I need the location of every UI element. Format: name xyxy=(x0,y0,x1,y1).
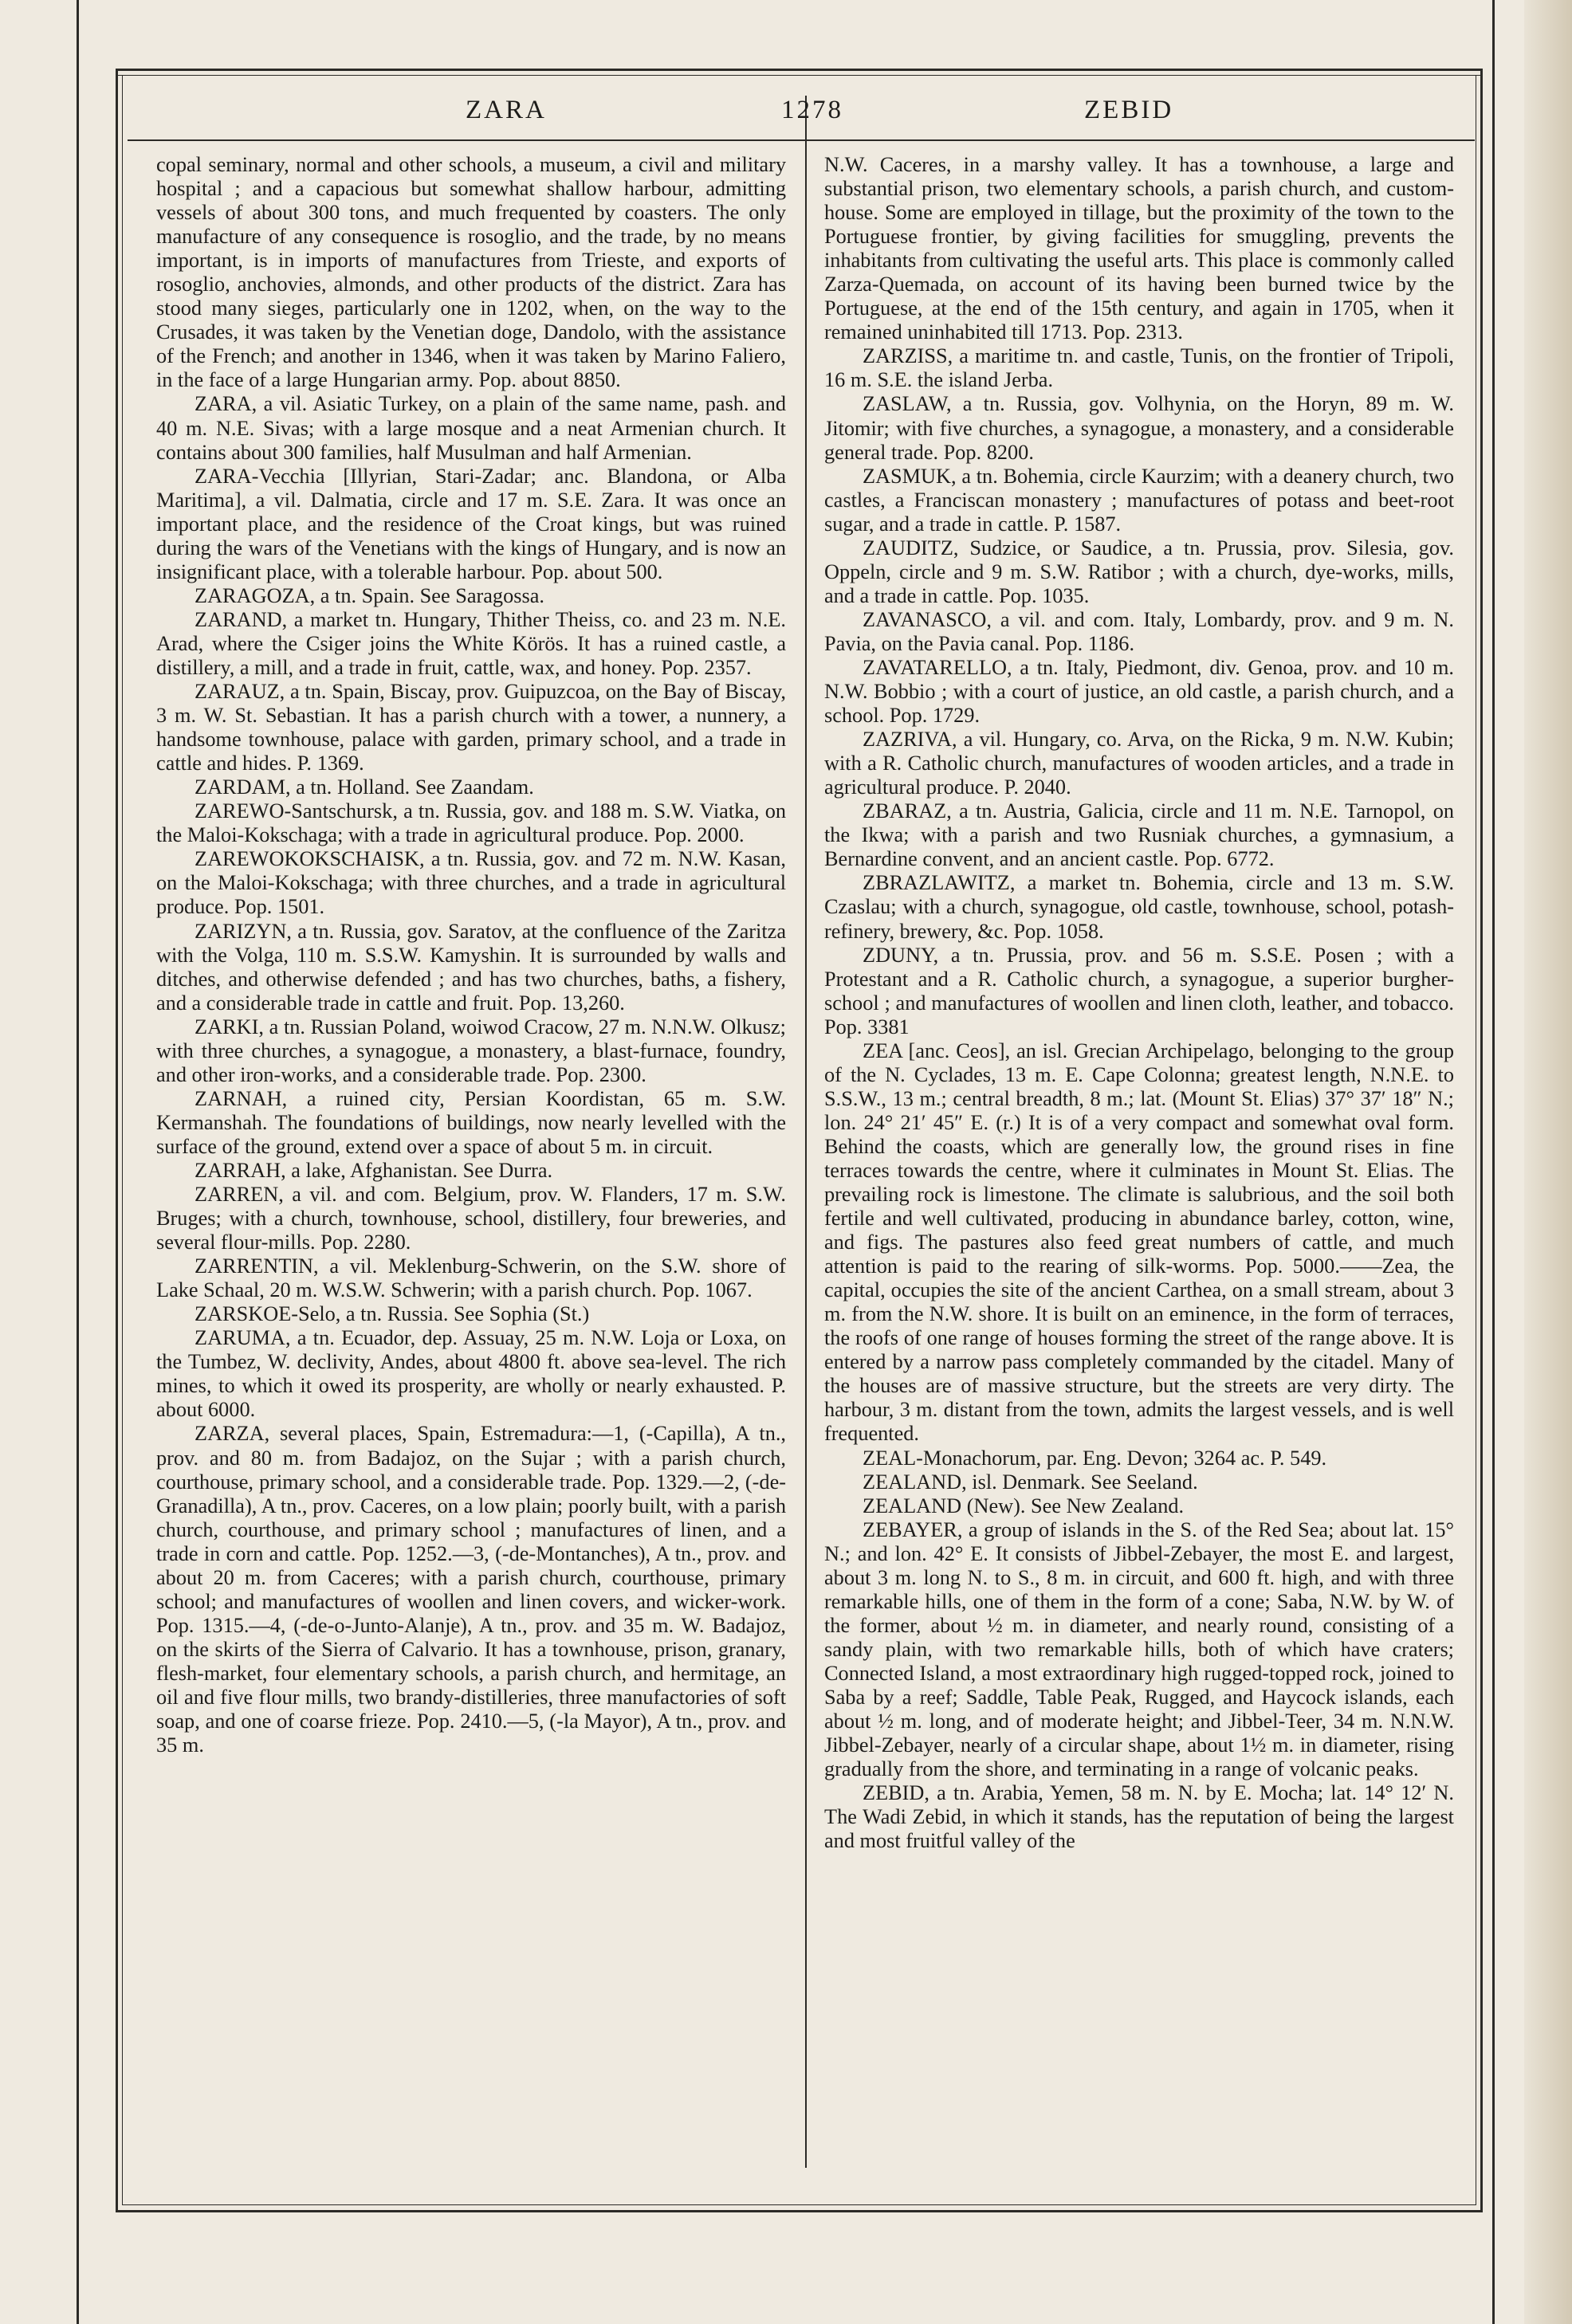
gazetteer-entry: ZARSKOE-Selo, a tn. Russia. See Sophia (St.) xyxy=(195,1302,590,1326)
gazetteer-entry: ZARAUZ, a tn. Spain, Biscay, prov. Guipuzcoa, on the Bay of Biscay, 3 m. W. St. Sebastian. It has a parish church with a tower, a nunnery, a handsome townhouse, palace with garden, primary school, and a trade in cattle and hides. P. 1369. xyxy=(156,680,786,775)
continued-text: copal seminary, normal and other schools, a museum, a civil and military hospital ; and a capacious but somewhat shallow harbour, admitting vessels of about 300 tons, and much frequented by coasters. The only manufacture of any consequence is rosoglio, and the trade, by no means important, is in imports of manufactures from Trieste, and exports of rosoglio, anchovies, almonds, and other products of the district. Zara has stood many sieges, particularly one in 1202, when, on the way to the Crusades, it was taken by the Venetian doge, Dandolo, with the assistance of the French; and another in 1346, when it was taken by Marino Faliero, in the face of a large Hungarian army. Pop. about 8850. xyxy=(156,153,786,392)
gazetteer-entry: ZASLAW, a tn. Russia, gov. Volhynia, on the Horyn, 89 m. W. Jitomir; with five churches, a synagogue, a monastery, and a considerable general trade. Pop. 8200. xyxy=(824,392,1454,464)
gazetteer-entry: ZBARAZ, a tn. Austria, Galicia, circle and 11 m. N.E. Tarnopol, on the Ikwa; with a parish and two Rusniak churches, a gymnasium, a Bernardine convent, and an ancient castle. Pop. 6772. xyxy=(824,799,1454,871)
header-rule xyxy=(128,139,1475,141)
gazetteer-entry: ZARRENTIN, a vil. Meklenburg-Schwerin, on the S.W. shore of Lake Schaal, 20 m. W.S.W. Schwerin; with a parish church. Pop. 1067. xyxy=(156,1254,786,1302)
left-column xyxy=(156,153,786,2153)
frame-top-rule-inner xyxy=(116,75,1483,76)
gazetteer-entry: ZAUDITZ, Sudzice, or Saudice, a tn. Prussia, prov. Silesia, gov. Oppeln, circle and 9 m. S.W. Ratibor ; with a church, dye-works, mills, and a trade in cattle. Pop. 1035. xyxy=(824,536,1454,607)
gazetteer-entry: ZARUMA, a tn. Ecuador, dep. Assuay, 25 m. N.W. Loja or Loxa, on the Tumbez, W. declivity, Andes, about 4800 ft. above sea-level. The rich mines, to which it owed its prosperity, are wholly or nearly exhausted. P. about 6000. xyxy=(156,1326,786,1422)
gazetteer-entry: ZAVATARELLO, a tn. Italy, Piedmont, div. Genoa, prov. and 10 m. N.W. Bobbio ; with a court of justice, an old castle, a parish church, and a school. Pop. 1729. xyxy=(824,655,1454,728)
gazetteer-entry: ZAVANASCO, a vil. and com. Italy, Lombardy, prov. and 9 m. N. Pavia, on the Pavia canal. Pop. 1186. xyxy=(824,607,1454,655)
gazetteer-entry: ZARAGOZA, a tn. Spain. See Saragossa. xyxy=(195,583,544,607)
binding-shadow xyxy=(1524,0,1572,2324)
gazetteer-entry: ZARA, a vil. Asiatic Turkey, on a plain of the same name, pash. and 40 m. N.E. Sivas; with a large mosque and a neat Armenian church. It contains about 300 families, half Musulman and half Armenian. xyxy=(156,392,786,464)
frame-left-rule-inner xyxy=(122,75,123,2204)
gazetteer-entry: ZEBID, a tn. Arabia, Yemen, 58 m. N. by E. Mocha; lat. 14° 12′ N. The Wadi Zebid, in which it stands, has the reputation of being the largest and most fruitful valley of the xyxy=(824,1781,1454,1853)
gazetteer-entry: ZARZISS, a maritime tn. and castle, Tunis, on the frontier of Tripoli, 16 m. S.E. the island Jerba. xyxy=(824,344,1454,392)
frame-right-rule xyxy=(1480,69,1483,2212)
gazetteer-entry: ZARIZYN, a tn. Russia, gov. Saratov, at the confluence of the Zaritza with the Volga, 110 m. S.S.W. Kamyshin. It is surrounded by walls and ditches, and otherwise defended ; and has two churches, baths, a fishery, and a considerable trade in cattle and fruit. Pop. 13,260. xyxy=(156,919,786,1015)
gazetteer-entry: ZARDAM, a tn. Holland. See Zaandam. xyxy=(195,775,534,799)
gazetteer-entry: ZARA-Vecchia [Illyrian, Stari-Zadar; anc. Blandona, or Alba Maritima], a vil. Dalmatia, circle and 17 m. S.E. Zara. It was once an important place, and the residence of the Croat kings, but was ruined during the wars of the Venetians with the kings of Hungary, and is now an insignificant place, with a tolerable harbour. Pop. about 500. xyxy=(156,464,786,583)
gazetteer-entry: ZAZRIVA, a vil. Hungary, co. Arva, on the Ricka, 9 m. N.W. Kubin; with a R. Catholic church, manufactures of wooden articles, and a trade in agricultural produce. P. 2040. xyxy=(824,728,1454,799)
frame-bottom-rule-inner xyxy=(122,2204,1476,2205)
gazetteer-entry: ZEALAND, isl. Denmark. See Seeland. xyxy=(863,1470,1198,1494)
gazetteer-entry: ZARKI, a tn. Russian Poland, woiwod Cracow, 27 m. N.N.W. Olkusz; with three churches, a synagogue, a monastery, a blast-furnace, foundry, and other iron-works, and a considerable trade. Pop. 2300. xyxy=(156,1015,786,1086)
gazetteer-entry: ZARRAH, a lake, Afghanistan. See Durra. xyxy=(195,1158,553,1182)
gazetteer-entry: ZEBAYER, a group of islands in the S. of the Red Sea; about lat. 15° N.; and lon. 42° E. It consists of Jibbel-Zebayer, the most E. and largest, about 3 m. long N. to S., 8 m. in circuit, and 600 ft. high, and with three remarkable hills, one of them in the form of a cone; Saba, N.W. by W. of the former, about ½ m. in diameter, and nearly round, consisting of a sandy plain, with two remarkable hills, both of which have craters; Connected Island, a most extraordinary high rugged-topped rock, joined to Saba by a reef; Saddle, Table Peak, Rugged, and Haycock islands, each about ½ m. long, and of moderate height; and Jibbel-Teer, 34 m. N.N.W. Jibbel-Zebayer, nearly of a circular shape, about 1½ m. in diameter, rising gradually from the shore, and terminating in a range of volcanic peaks. xyxy=(824,1517,1454,1781)
frame-top-rule xyxy=(116,69,1483,71)
gazetteer-entry: ZBRAZLAWITZ, a market tn. Bohemia, circle and 13 m. S.W. Czaslau; with a church, synagogue, old castle, townhouse, school, potash-refinery, brewery, &c. Pop. 1058. xyxy=(824,871,1454,943)
continued-text: N.W. Caceres, in a marshy valley. It has a townhouse, a large and substantial prison, two elementary schools, a parish church, and custom-house. Some are employed in tillage, but the proximity of the town to the Portuguese frontier, by giving facilities for smuggling, prevents the inhabitants from cultivating the useful arts. This place is commonly called Zarza-Quemada, on account of its having been burned twice by the Portuguese, at the end of the 15th century, and again in 1705, when it remained uninhabited till 1713. Pop. 2313. xyxy=(824,153,1454,344)
gazetteer-entry: ZAREWO-Santschursk, a tn. Russia, gov. and 188 m. S.W. Viatka, on the Maloi-Kokschaga; with a trade in agricultural produce. Pop. 2000. xyxy=(156,799,786,847)
frame-left-rule xyxy=(116,69,118,2212)
frame-bottom-rule xyxy=(116,2210,1483,2212)
gazetteer-entry: ZAREWOKOKSCHAISK, a tn. Russia, gov. and 72 m. N.W. Kasan, on the Maloi-Kokschaga; with three churches, and a trade in agricultural produce. Pop. 1501. xyxy=(156,847,786,919)
running-head xyxy=(120,96,1475,135)
header-right-title: ZEBID xyxy=(1084,96,1174,124)
gazetteer-entry: ZARAND, a market tn. Hungary, Thither Theiss, co. and 23 m. N.E. Arad, where the Csiger joins the White Körös. It has a ruined castle, a distillery, a mill, and a trade in fruit, cattle, wax, and honey. Pop. 2357. xyxy=(156,607,786,679)
gazetteer-entry: ZARREN, a vil. and com. Belgium, prov. W. Flanders, 17 m. S.W. Bruges; with a church, townhouse, school, distillery, four breweries, and several flour-mills. Pop. 2280. xyxy=(156,1183,786,1254)
gazetteer-entry: ZDUNY, a tn. Prussia, prov. and 56 m. S.S.E. Posen ; with a Protestant and a R. Catholic church, a synagogue, a superior burgher-school ; and manufactures of woollen and linen cloth, leather, and tobacco. Pop. 3381 xyxy=(824,943,1454,1038)
gazetteer-entry: ZEAL-Monachorum, par. Eng. Devon; 3264 ac. P. 549. xyxy=(863,1446,1327,1470)
gazetteer-entry: ZARNAH, a ruined city, Persian Koordistan, 65 m. S.W. Kermanshah. The foundations of buildings, now nearly levelled with the surface of the ground, extend over a space of about 5 m. in circuit. xyxy=(156,1086,786,1158)
left-margin-rule xyxy=(77,0,79,2324)
page-number: 1278 xyxy=(781,96,843,124)
right-margin-rule xyxy=(1492,0,1495,2324)
gazetteer-entry: ZASMUK, a tn. Bohemia, circle Kaurzim; with a deanery church, two castles, a Franciscan monastery ; manufactures of potass and beet-root sugar, and a trade in cattle. P. 1587. xyxy=(824,464,1454,536)
gazetteer-entry: ZARZA, several places, Spain, Estremadura:—1, (-Capilla), A tn., prov. and 80 m. from Badajoz, on the Sujar ; with a parish church, courthouse, primary school, and a considerable trade. Pop. 1329.—2, (-de-Granadilla), A tn., prov. Caceres, on a low plain; poorly built, with a parish church, courthouse, and primary school ; manufactures of linen, and a trade in corn and cattle. Pop. 1252.—3, (-de-Montanches), A tn., prov. and about 20 m. from Caceres; with a parish church, courthouse, primary school; and manufactures of woollen and linen covers, and wicker-work. Pop. 1315.—4, (-de-o-Junto-Alanje), A tn., prov. and 35 m. W. Badajoz, on the skirts of the Sierra of Calvario. It has a townhouse, prison, granary, flesh-market, four elementary schools, a parish church, and hermitage, an oil and five flour mills, two brandy-distilleries, three manufactories of soft soap, and one of coarse frieze. Pop. 2410.—5, (-la Mayor), A tn., prov. and 35 m. xyxy=(156,1422,786,1757)
gazetteer-entry: ZEALAND (New). See New Zealand. xyxy=(863,1494,1185,1517)
column-divider xyxy=(805,96,807,2168)
header-left-title: ZARA xyxy=(466,96,547,124)
gazetteer-entry: ZEA [anc. Ceos], an isl. Grecian Archipelago, belonging to the group of the N. Cyclades, 13 m. E. Cape Colonna; greatest length, N.N.E. to S.S.W., 13 m.; central breadth, 8 m.; lat. (Mount St. Elias) 37° 37′ 18″ N.; lon. 24° 21′ 45″ E. (r.) It is of a very compact and somewhat oval form. Behind the coasts, which are generally low, the ground rises in fine terraces towards the centre, where it culminates in Mount St. Elias. The prevailing rock is limestone. The climate is salubrious, and the soil both fertile and well cultivated, producing in abundance barley, cotton, wine, and figs. The pastures also feed great numbers of cattle, and much attention is paid to the rearing of silk-worms. Pop. 5000.——Zea, the capital, occupies the site of the ancient Carthea, on a small stream, about 3 m. from the N.W. shore. It is built on an eminence, in the form of terraces, the roofs of one range of houses forming the street of the range above. It is entered by a narrow pass completely commanded by the citadel. Many of the houses are of massive structure, but the streets are very dirty. The harbour, 3 m. distant from the town, admits the largest vessels, and is well frequented. xyxy=(824,1038,1454,1446)
right-column xyxy=(824,153,1454,2153)
